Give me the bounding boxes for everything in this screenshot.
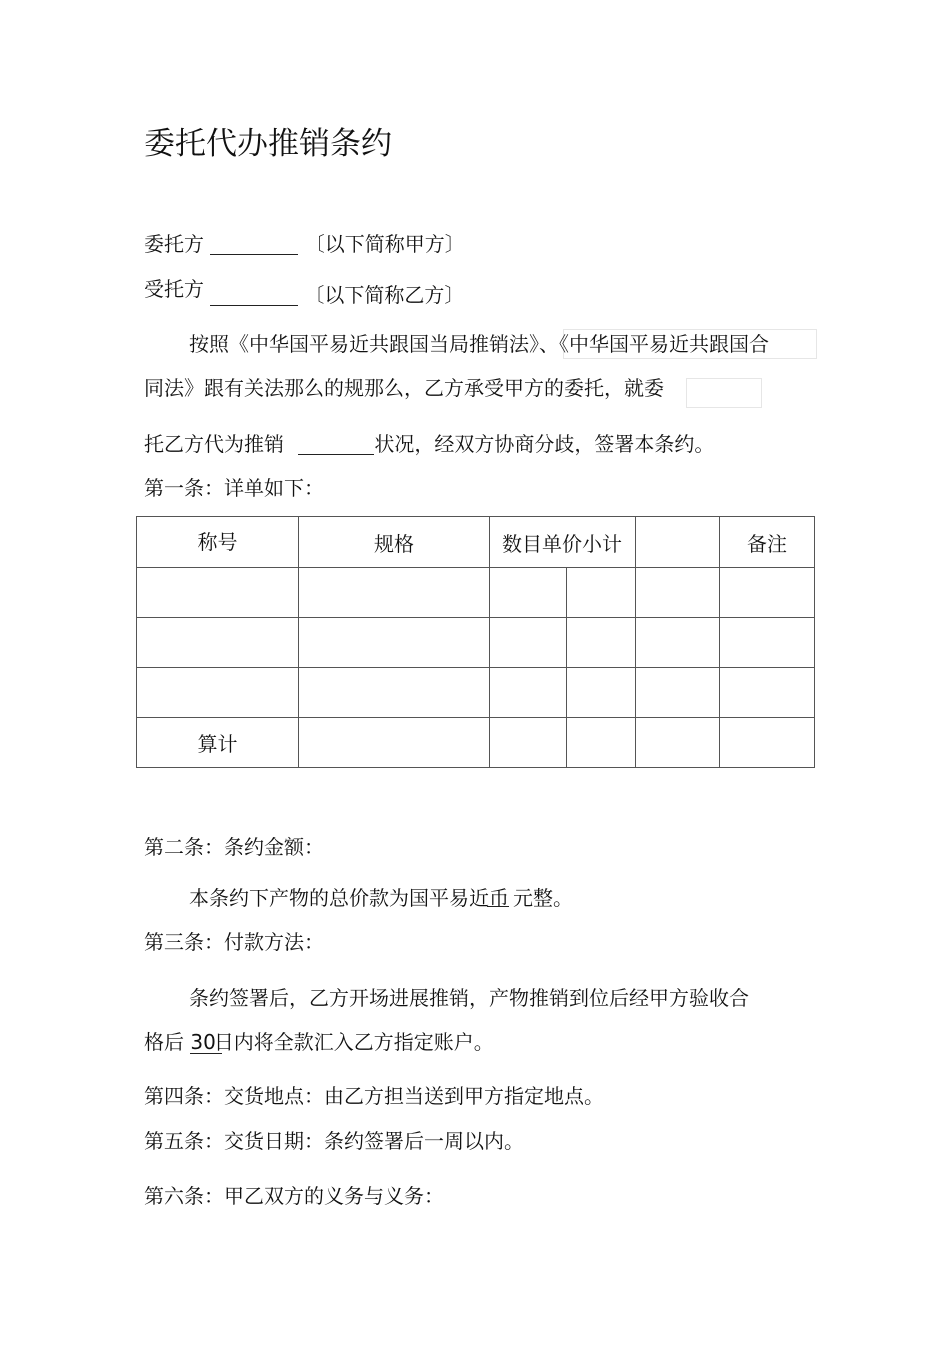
agent-party-line xyxy=(210,283,464,307)
table-cell[interactable] xyxy=(567,718,636,768)
header-spec: 规格 xyxy=(299,517,490,568)
table-cell[interactable] xyxy=(636,618,720,668)
entrust-label: 委托方 xyxy=(144,232,204,256)
table-cell[interactable] xyxy=(299,718,490,768)
table-cell[interactable] xyxy=(720,718,815,768)
table-cell[interactable] xyxy=(567,668,636,718)
article-1-heading: 第一条：详单如下： xyxy=(144,476,324,500)
table-total-row xyxy=(137,718,815,768)
header-remark: 备注 xyxy=(720,517,815,568)
table-cell[interactable] xyxy=(567,568,636,618)
table-cell[interactable] xyxy=(636,568,720,618)
article-3-line-2-prefix: 格后 xyxy=(144,1030,184,1054)
header-qty-price-subtotal: 数目单价小计 xyxy=(490,517,636,568)
table-row xyxy=(137,618,815,668)
intro-line-1: 按照《中华国平易近共跟国当局推销法》、《中华国平易近共跟国合 xyxy=(189,332,769,356)
intro-line-3-prefix: 托乙方代为推销 xyxy=(144,432,284,456)
article-5: 第五条：交货日期：条约签署后一周以内。 xyxy=(144,1129,524,1153)
payment-days[interactable]: 30 xyxy=(190,1031,221,1054)
article-3-line-2 xyxy=(144,1030,494,1054)
agent-blank[interactable] xyxy=(210,283,298,306)
article-3-line-2-suffix: 日内将全款汇入乙方指定账户。 xyxy=(213,1030,494,1054)
table-cell[interactable] xyxy=(137,668,299,718)
table-row xyxy=(137,668,815,718)
article-3-line-1: 条约签署后，乙方开场进展推销，产物推销到位后经甲方验收合 xyxy=(189,986,749,1010)
article-2-body xyxy=(189,886,573,910)
table-cell[interactable] xyxy=(636,668,720,718)
table-cell[interactable] xyxy=(490,718,567,768)
purchase-item-blank[interactable] xyxy=(298,432,374,455)
table-cell[interactable] xyxy=(720,618,815,668)
header-empty xyxy=(636,517,720,568)
article-2-heading: 第二条：条约金额： xyxy=(144,835,324,859)
article-2-body-prefix: 本条约下产物的总价款为国平易近币 xyxy=(189,886,509,910)
entrust-blank[interactable] xyxy=(210,232,298,255)
table-cell[interactable] xyxy=(490,668,567,718)
entrust-party-line xyxy=(144,232,465,256)
document-title: 委托代办推销条约 xyxy=(144,126,392,162)
entrust-suffix: 〔以下简称甲方〕 xyxy=(304,232,465,256)
total-label: 算计 xyxy=(137,718,299,768)
table-cell[interactable] xyxy=(636,718,720,768)
article-4: 第四条：交货地点：由乙方担当送到甲方指定地点。 xyxy=(144,1084,604,1108)
table-header-row xyxy=(137,517,815,568)
table-cell[interactable] xyxy=(299,568,490,618)
table-cell[interactable] xyxy=(720,668,815,718)
table-cell[interactable] xyxy=(490,568,567,618)
agent-label: 受托方 xyxy=(144,277,204,301)
table-cell[interactable] xyxy=(567,618,636,668)
faint-box-2 xyxy=(686,378,762,408)
article-3-heading: 第三条：付款方法： xyxy=(144,930,324,954)
article-2-body-suffix: 元整。 xyxy=(513,886,573,910)
table-cell[interactable] xyxy=(299,618,490,668)
table-cell[interactable] xyxy=(720,568,815,618)
header-name: 称号 xyxy=(137,517,299,568)
table-row xyxy=(137,568,815,618)
agent-suffix: 〔以下简称乙方〕 xyxy=(304,283,465,307)
item-table xyxy=(136,516,814,767)
article-6-heading: 第六条：甲乙双方的义务与义务： xyxy=(144,1184,444,1208)
table-cell[interactable] xyxy=(299,668,490,718)
table-cell[interactable] xyxy=(137,568,299,618)
intro-line-3-suffix: 状况，经双方协商分歧，签署本条约。 xyxy=(374,432,715,456)
intro-line-3 xyxy=(144,432,714,456)
intro-line-2: 同法》跟有关法那么的规那么，乙方承受甲方的委托，就委 xyxy=(144,376,664,400)
table-cell[interactable] xyxy=(137,618,299,668)
table-cell[interactable] xyxy=(490,618,567,668)
amount-blank[interactable] xyxy=(487,884,509,907)
